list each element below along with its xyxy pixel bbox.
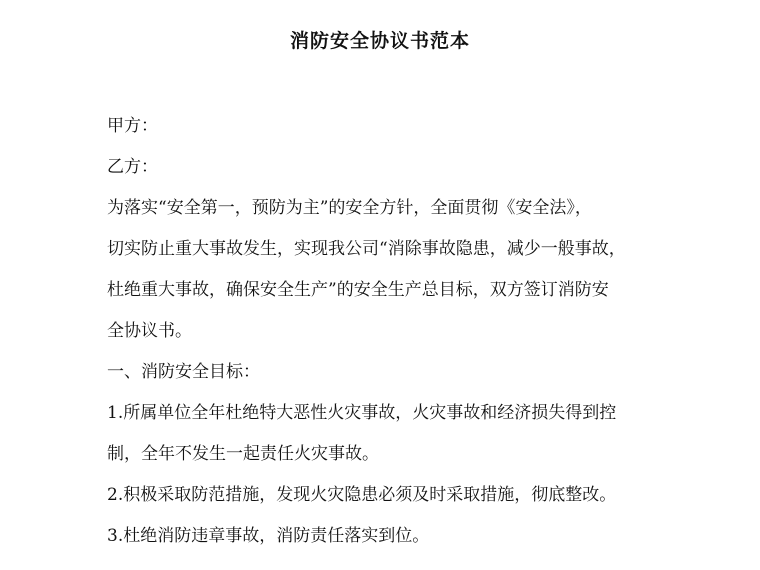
paragraph-line: 为落实“安全第一，预防为主”的安全方针，全面贯彻《安全法》，: [107, 198, 592, 218]
list-item-line: 制，全年不发生一起责任火灾事故。: [107, 444, 379, 464]
section-heading: 一、消防安全目标：: [107, 362, 260, 382]
list-item-line: 3.杜绝消防违章事故，消防责任落实到位。: [107, 526, 430, 546]
paragraph-line: 切实防止重大事故发生，实现我公司“消除事故隐患，减少一般事故，: [107, 239, 626, 259]
list-item-line: 1.所属单位全年杜绝特大恶性火灾事故，火灾事故和经济损失得到控: [107, 403, 617, 423]
party-b-line: 乙方：: [107, 157, 158, 177]
document-title: 消防安全协议书范本: [289, 30, 470, 52]
paragraph-line: 全协议书。: [107, 321, 192, 341]
document-body: [107, 106, 667, 557]
paragraph-line: 杜绝重大事故，确保安全生产”的安全生产总目标，双方签订消防安: [107, 280, 609, 300]
party-a-line: 甲方：: [107, 116, 158, 136]
list-item-line: 2.积极采取防范措施，发现火灾隐患必须及时采取措施，彻底整改。: [107, 485, 617, 505]
